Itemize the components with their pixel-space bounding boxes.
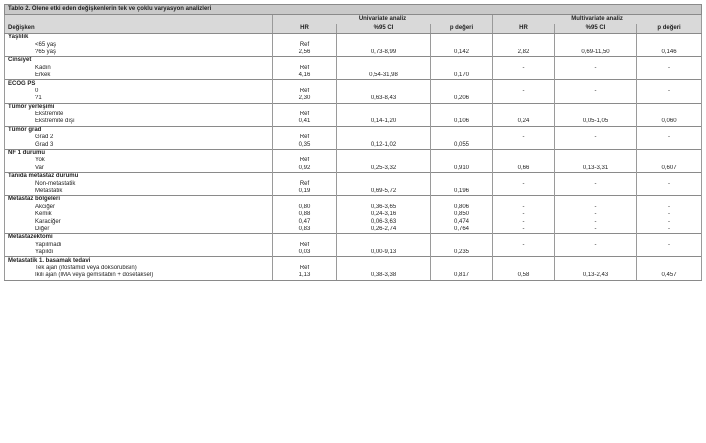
table-cell: 0,47 [273,218,337,225]
group-title: Metastatik 1. basamak tedavi [5,257,273,265]
table-cell: Ref [273,134,337,141]
empty-cell [273,196,337,204]
table-body [5,5,702,281]
table-cell: - [493,88,555,95]
empty-cell [337,103,431,111]
empty-cell [337,196,431,204]
empty-cell [431,196,493,204]
table-cell [431,242,493,249]
empty-cell [273,103,337,111]
table-cell [493,141,555,149]
table-cell: - [493,180,555,187]
table-cell: - [555,242,637,249]
table-cell: 0,055 [431,141,493,149]
empty-cell [555,80,637,88]
table-cell: 2,30 [273,95,337,103]
empty-cell [637,80,702,88]
group-title: Tümör grad [5,126,273,134]
table-cell [555,188,637,196]
table-row [5,111,702,118]
group-title: Tümör yerleşimi [5,103,273,111]
table-cell: 4,16 [273,72,337,80]
row-label: Grad 2 [5,134,273,141]
table-cell: - [637,218,702,225]
table-cell: 0,38-3,38 [337,272,431,280]
empty-cell [637,126,702,134]
empty-cell [493,126,555,134]
table-cell: 0,850 [431,211,493,218]
table-cell [637,157,702,164]
table-cell [493,249,555,257]
row-label: 0 [5,88,273,95]
table-cell: Ref [273,157,337,164]
row-label: ?65 yaş [5,49,273,57]
table-row [5,157,702,164]
table-cell: 0,83 [273,226,337,234]
table-row [5,72,702,80]
table-cell: Ref [273,180,337,187]
table-cell [431,65,493,72]
header-multivariate: Multivariate analiz [493,15,702,25]
row-label: Ekstremite [5,111,273,118]
group-title: Cinsiyet [5,57,273,65]
table-cell: - [637,242,702,249]
table-row [5,88,702,95]
empty-cell [493,103,555,111]
table-row [5,265,702,272]
table-cell: - [555,226,637,234]
table-cell [555,157,637,164]
table-cell: - [555,180,637,187]
table-row [5,118,702,126]
group-title: NF 1 durumu [5,149,273,157]
table-cell [637,141,702,149]
table-cell: 0,817 [431,272,493,280]
row-label: Ekstremite dışı [5,118,273,126]
empty-cell [273,257,337,265]
empty-cell [555,34,637,42]
table-caption-row [5,5,702,15]
header-uni-hr: HR [273,24,337,34]
empty-cell [273,80,337,88]
table-cell: Ref [273,265,337,272]
group-title: Metastaz bölgeleri [5,196,273,204]
group-header-row [5,57,702,65]
table-cell: 0,13-2,43 [555,272,637,280]
table-cell: - [555,211,637,218]
empty-cell [555,234,637,242]
table-row [5,188,702,196]
empty-cell [493,234,555,242]
table-row [5,95,702,103]
group-header-row [5,257,702,265]
row-label: Yapıldı [5,249,273,257]
table-cell: 0,69-11,50 [555,49,637,57]
row-label: Non-metastatik [5,180,273,187]
empty-cell [555,257,637,265]
empty-cell [337,57,431,65]
table-cell: 0,12-1,02 [337,141,431,149]
table-cell [637,41,702,48]
table-cell: 0,05-1,05 [555,118,637,126]
table-cell: - [493,134,555,141]
group-header-row [5,196,702,204]
table-cell: 0,146 [637,49,702,57]
table-row [5,204,702,211]
empty-cell [637,173,702,181]
table-cell: 0,764 [431,226,493,234]
table-row [5,41,702,48]
table-cell: - [555,204,637,211]
empty-cell [493,80,555,88]
table-cell: 0,196 [431,188,493,196]
table-cell: 0,170 [431,72,493,80]
table-row [5,165,702,173]
empty-cell [337,257,431,265]
row-label: Diğer [5,226,273,234]
table-cell [555,141,637,149]
header-univariate: Univariate analiz [273,15,493,25]
table-cell: Ref [273,41,337,48]
header-row-columns [5,24,702,34]
header-multi-ci: %95 CI [555,24,637,34]
row-label: Kemik [5,211,273,218]
group-header-row [5,126,702,134]
table-cell [493,72,555,80]
table-cell [431,41,493,48]
empty-cell [431,126,493,134]
table-cell: - [493,242,555,249]
table-cell [337,88,431,95]
table-cell: - [493,211,555,218]
header-multi-hr: HR [493,24,555,34]
row-label: Akciğer [5,204,273,211]
table-cell [337,134,431,141]
table-cell [337,265,431,272]
empty-cell [273,173,337,181]
table-cell [555,249,637,257]
table-cell: 0,00-9,13 [337,249,431,257]
empty-cell [493,57,555,65]
table-cell [555,111,637,118]
table-row [5,49,702,57]
table-cell: - [637,88,702,95]
header-multi-p: p değeri [637,24,702,34]
table-cell: 0,14-1,20 [337,118,431,126]
table-cell: 0,235 [431,249,493,257]
table-cell [637,111,702,118]
table-cell: - [637,204,702,211]
table-cell [337,41,431,48]
table-cell: 0,25-3,32 [337,165,431,173]
empty-cell [431,173,493,181]
table-cell [493,265,555,272]
empty-cell [431,57,493,65]
empty-cell [555,196,637,204]
row-label: Metastatik [5,188,273,196]
table-cell: 0,73-8,99 [337,49,431,57]
empty-cell [431,34,493,42]
table-cell [431,88,493,95]
table-cell [555,41,637,48]
empty-cell [493,257,555,265]
table-cell: - [555,65,637,72]
table-cell: - [555,88,637,95]
table-row [5,134,702,141]
table-row [5,249,702,257]
group-title: Tanıda metastaz durumu [5,173,273,181]
table-row [5,141,702,149]
header-variable: Değişken [5,24,273,34]
row-label: Kadın [5,65,273,72]
table-cell: 0,54-31,98 [337,72,431,80]
table-cell: 0,806 [431,204,493,211]
group-title: Metastazektomi [5,234,273,242]
table-cell: 0,457 [637,272,702,280]
row-label: Karaciğer [5,218,273,225]
empty-cell [273,234,337,242]
table-cell: - [637,226,702,234]
table-cell: 0,206 [431,95,493,103]
table-cell [555,265,637,272]
table-cell: 2,56 [273,49,337,57]
group-header-row [5,80,702,88]
table-row [5,226,702,234]
table-cell: 0,58 [493,272,555,280]
row-label: Yapılmadı [5,242,273,249]
table-cell: - [637,180,702,187]
table-cell [493,157,555,164]
table-cell [493,188,555,196]
row-label: Var [5,165,273,173]
table-cell: - [555,218,637,225]
empty-cell [273,126,337,134]
table-cell [337,111,431,118]
table-cell: 0,607 [637,165,702,173]
table-cell: 0,474 [431,218,493,225]
table-cell [431,111,493,118]
table-cell [337,242,431,249]
table-cell: 0,80 [273,204,337,211]
table-cell [431,134,493,141]
table-row [5,180,702,187]
table-cell [337,65,431,72]
header-uni-ci: %95 CI [337,24,431,34]
table-cell: 0,35 [273,141,337,149]
table-cell: 0,26-2,74 [337,226,431,234]
row-label: ?1 [5,95,273,103]
table-cell [493,111,555,118]
empty-cell [337,126,431,134]
table-cell: 0,910 [431,165,493,173]
table-cell [637,188,702,196]
table-row [5,242,702,249]
empty-cell [493,196,555,204]
empty-cell [637,34,702,42]
header-uni-p: p değeri [431,24,493,34]
table-cell: Ref [273,65,337,72]
table-cell: 0,142 [431,49,493,57]
table-cell [493,41,555,48]
empty-cell [555,57,637,65]
table-cell: 0,92 [273,165,337,173]
table-row [5,218,702,225]
empty-cell [431,103,493,111]
header-row-groups [5,15,702,25]
row-label: Erkek [5,72,273,80]
table-cell: - [493,226,555,234]
empty-cell [637,257,702,265]
table-cell [337,157,431,164]
empty-cell [555,149,637,157]
row-label: Grad 3 [5,141,273,149]
row-label: İkili ajan (İMA veya gemsitabin + dosetaksel) [5,272,273,280]
empty-cell [431,80,493,88]
table-cell [637,249,702,257]
table-cell [637,265,702,272]
empty-cell [493,34,555,42]
table-cell: 2,82 [493,49,555,57]
table-cell [337,180,431,187]
table-cell: 0,19 [273,188,337,196]
table-row [5,272,702,280]
table-cell: - [493,218,555,225]
table-cell [431,180,493,187]
empty-cell [555,126,637,134]
group-header-row [5,34,702,42]
row-label: Yok [5,157,273,164]
empty-cell [431,257,493,265]
table-cell: 0,06-3,63 [337,218,431,225]
table-cell: 0,03 [273,249,337,257]
table-cell [637,95,702,103]
row-label: <65 yaş [5,41,273,48]
group-header-row [5,103,702,111]
table-cell [493,95,555,103]
table-row [5,211,702,218]
empty-cell [337,80,431,88]
group-title: Yaşlılık [5,34,273,42]
empty-cell [637,196,702,204]
results-table [4,4,702,281]
empty-cell [637,149,702,157]
table-cell [555,72,637,80]
empty-cell [431,149,493,157]
header-blank [5,15,273,25]
table-cell: 0,63-8,43 [337,95,431,103]
empty-cell [273,149,337,157]
table-cell: 0,060 [637,118,702,126]
empty-cell [337,34,431,42]
table-cell: 0,13-3,31 [555,165,637,173]
group-title: ECOG PS [5,80,273,88]
table-cell: Ref [273,242,337,249]
table-cell: - [637,65,702,72]
empty-cell [637,234,702,242]
empty-cell [493,173,555,181]
table-cell: 1,13 [273,272,337,280]
table-cell [431,157,493,164]
empty-cell [337,149,431,157]
table-cell: - [637,211,702,218]
table-cell: 0,66 [493,165,555,173]
empty-cell [273,57,337,65]
table-cell: 0,88 [273,211,337,218]
table-cell: - [493,204,555,211]
table-caption: Tablo 2. Ölene etki eden değişkenlerin tek ve çoklu varyasyon analizleri [5,5,702,15]
table-cell [555,95,637,103]
empty-cell [637,103,702,111]
table-cell: 0,36-3,65 [337,204,431,211]
table-cell: 0,69-5,72 [337,188,431,196]
table-cell: 0,41 [273,118,337,126]
table-cell: 0,24 [493,118,555,126]
group-header-row [5,173,702,181]
table-cell: Ref [273,111,337,118]
table-cell: 0,106 [431,118,493,126]
table-cell: - [555,134,637,141]
empty-cell [493,149,555,157]
empty-cell [555,173,637,181]
row-label: Tek ajan (ifosfamid veya doksorubisin) [5,265,273,272]
table-cell: - [637,134,702,141]
table-row [5,65,702,72]
empty-cell [555,103,637,111]
empty-cell [337,234,431,242]
empty-cell [273,34,337,42]
table-cell [431,265,493,272]
empty-cell [637,57,702,65]
empty-cell [431,234,493,242]
group-header-row [5,149,702,157]
table-cell: 0,24-3,16 [337,211,431,218]
table-cell [637,72,702,80]
table-cell: - [493,65,555,72]
table-cell: Ref [273,88,337,95]
group-header-row [5,234,702,242]
empty-cell [337,173,431,181]
